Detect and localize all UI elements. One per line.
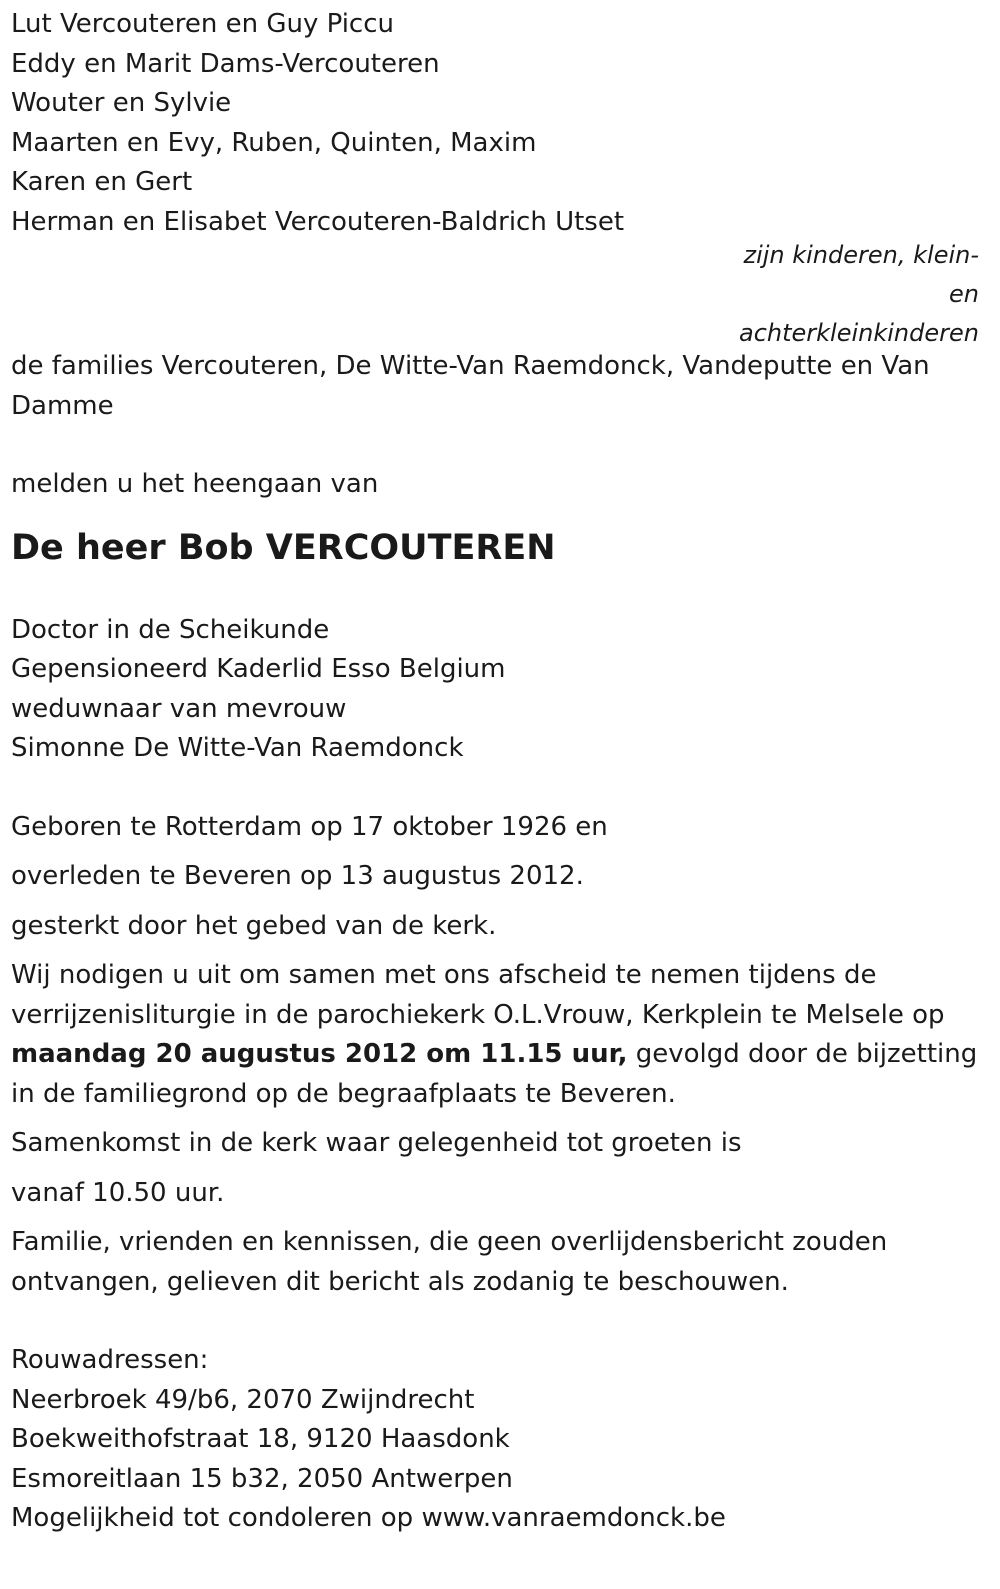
relation-line: en — [949, 280, 979, 308]
address-line: Esmoreitlaan 15 b32, 2050 Antwerpen — [11, 1463, 513, 1494]
family-line: Eddy en Marit Dams-Vercouteren — [11, 48, 440, 79]
family-line: Maarten en Evy, Ruben, Quinten, Maxim — [11, 127, 537, 158]
gathering-text: Samenkomst in de kerk waar gelegenheid tot groeten is — [11, 1128, 742, 1158]
invitation-date: maandag 20 augustus 2012 om 11.15 uur, — [11, 1039, 628, 1069]
relation-line: zijn kinderen, klein- — [743, 241, 979, 269]
condolence-line: Mogelijkheid tot condoleren op www.vanraemdonck.be — [11, 1503, 726, 1533]
invitation-after: gevolgd door de bijzetting in de familiegrond op de begraafplaats te Beveren. — [11, 1039, 978, 1109]
title-line: Gepensioneerd Kaderlid Esso Belgium — [11, 654, 506, 684]
born-text: Geboren te Rotterdam op 17 oktober 1926 en — [11, 811, 608, 842]
families-line: de families Vercouteren, De Witte-Van Raemdonck, Vandeputte en Van Damme — [11, 351, 930, 421]
title-line: Simonne De Witte-Van Raemdonck — [11, 733, 464, 763]
addresses-block — [11, 1341, 989, 1539]
invitation-paragraph — [11, 956, 989, 1114]
family-line: Herman en Elisabet Vercouteren-Baldrich Utset — [11, 206, 625, 237]
family-line: Wouter en Sylvie — [11, 88, 232, 118]
notice-paragraph: Familie, vrienden en kennissen, die geen overlijdensbericht zouden ontvangen, gelieven dit bericht als zodanig te beschouwen. — [11, 1227, 888, 1297]
family-line: Karen en Gert — [11, 167, 193, 197]
family-line: Lut Vercouteren en Guy Piccu — [11, 9, 394, 39]
title-line: weduwnaar van mevrouw — [11, 693, 347, 724]
prayer-text: gesterkt door het gebed van de kerk. — [11, 910, 497, 941]
address-line: Boekweithofstraat 18, 9120 Haasdonk — [11, 1424, 510, 1454]
address-line: Neerbroek 49/b6, 2070 Zwijndrecht — [11, 1384, 475, 1415]
died-text: overleden te Beveren op 13 augustus 2012. — [11, 861, 584, 891]
relation-line: achterkleinkinderen — [739, 319, 979, 347]
gathering-time: vanaf 10.50 uur. — [11, 1177, 225, 1208]
invitation-before: Wij nodigen u uit om samen met ons afscheid te nemen tijdens de verrijzenisliturgie in de parochiekerk O.L.Vrouw, Kerkplein te Melsele op — [11, 960, 945, 1030]
family-list — [11, 5, 989, 242]
announce-text: melden u het heengaan van — [11, 469, 379, 499]
addresses-heading: Rouwadressen: — [11, 1345, 209, 1375]
relation-note — [11, 236, 979, 353]
deceased-name: De heer Bob VERCOUTEREN — [11, 527, 556, 568]
title-line: Doctor in de Scheikunde — [11, 614, 330, 645]
titles-block — [11, 611, 989, 769]
